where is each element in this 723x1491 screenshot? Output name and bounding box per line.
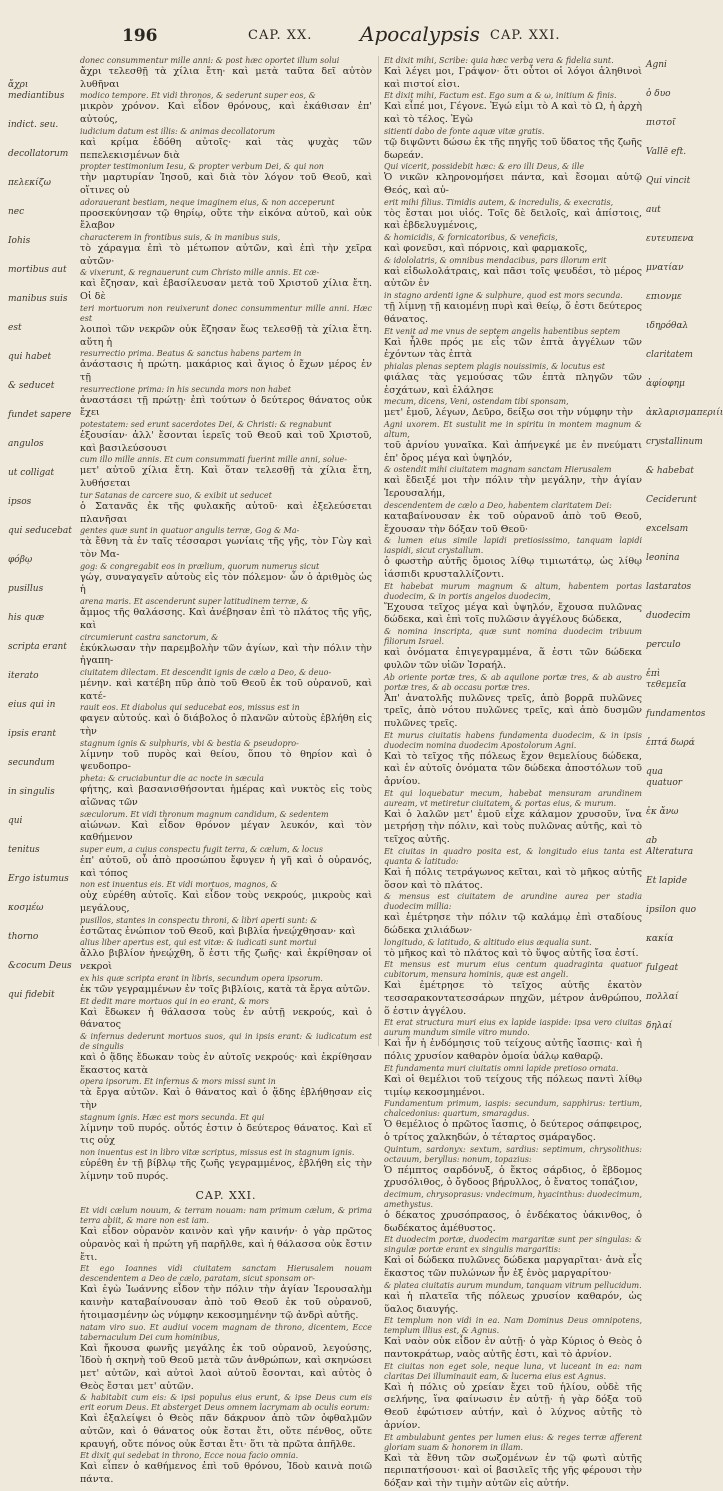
latin-gloss-line: & infernus dederunt mortuos suos, qui in ipsis erant: & iudicatum est de singulis [80, 1031, 372, 1051]
greek-text-line: καὶ εἰδωλολάτραις, καὶ πᾶσι τοῖς ψευδέσι, τὸ μέρος αὐτῶν ἐν [384, 265, 642, 290]
latin-gloss-line: potestatem: sed erunt sacerdotes Dei, & Christi: & regnabunt [80, 420, 332, 430]
latin-gloss-line: circumierunt castra sanctorum, & [80, 632, 219, 642]
greek-text-line: λίμνην τοῦ πυρὸς καὶ θείου, ὅπου τὸ θηρίον καὶ ὁ ψευδοπρο- [80, 748, 372, 773]
greek-text-line: Καὶ ὁ λαλῶν μετ' ἐμοῦ εἶχε κάλαμον χρυσοῦν, ἵνα μετρήσῃ τὴν πόλιν, καὶ τοὺς πυλῶνας αὐτῆς, καὶ τὸ τεῖχος αὐτῆς. [384, 808, 642, 846]
latin-gloss-line: ex his quæ scripta erant in libris, secundum opera ipsorum. [80, 973, 323, 983]
margin-note: κακία [646, 934, 674, 944]
greek-text-line: Καὶ ἐγὼ Ἰωάννης εἶδον τὴν πόλιν τὴν ἁγίαν Ἱερουσαλὴμ καινὴν καταβαίνουσαν ἀπὸ τοῦ Θεοῦ ἐκ τοῦ οὐρανοῦ, ἡτοιμασμένην ὡς νύμφην κεκοσμημένην τῷ ἀνδρὶ αὐτῆς. [80, 1284, 372, 1321]
greek-text-line: Καὶ λέγει μοι, Γράψον· ὅτι οὗτοι οἱ λόγοι ἀληθινοὶ καὶ πιστοί εἰσι. [384, 66, 642, 90]
margin-note: thorno [8, 932, 39, 942]
latin-gloss-line: Et vidi cælum nouum, & terram nouam: nam primum cælum, & prima terra abiit, & mare non est iam. [80, 1206, 372, 1226]
latin-gloss-line: Et ciuitas in quadro posita est, & longitudo eius tanta est quanta & latitudo: [384, 846, 642, 866]
margin-note: tenitus [8, 845, 40, 855]
latin-gloss-line: Et dixit mihi, Scribe: quia hæc verba vera & fidelia sunt. [384, 56, 614, 65]
chapter-heading-right: CAP. XXI. [490, 28, 561, 43]
latin-gloss-line: & platea ciuitatis aurum mundum, tanquam vitrum pellucidum. [384, 1280, 642, 1290]
margin-note: Iohis [8, 236, 31, 246]
margin-note: ipsos [8, 497, 32, 507]
margin-note: ἀφίοφημ [646, 379, 685, 389]
margin-note: eius qui in [8, 700, 56, 710]
margin-note: μνατίαν [646, 263, 684, 273]
page-header [0, 22, 700, 56]
greek-text-line: τὸς ἔσται μοι υἱός. Τοῖς δὲ δειλοῖς, καὶ ἀπίστοις, καὶ ἐβδελυγμένοις, [384, 207, 642, 232]
margin-note: φόβῳ [8, 555, 33, 565]
latin-gloss-line: Et dixit qui sedebat in throno, Ecce noua facio omnia. [80, 1451, 299, 1461]
greek-text-line: μικρὸν χρόνον. Καὶ εἶδον θρόνους, καὶ ἐκάθισαν ἐπ' αὐτούς, [80, 101, 372, 126]
greek-text-line: καὶ ὁ ᾅδης ἔδωκαν τοὺς ἐν αὐτοῖς νεκρούς· καὶ ἐκρίθησαν ἕκαστος κατὰ [80, 1051, 372, 1076]
latin-gloss-line: & lumen eius simile lapidi pretiosissimo, tanquam lapidi iaspidi, sicut crystallum. [384, 536, 642, 556]
margin-note: scripta erant [8, 642, 67, 652]
margin-note: secundum [8, 758, 55, 768]
margin-note: fulgeat [646, 963, 679, 973]
margin-note: ὁ δυο [646, 89, 671, 99]
latin-gloss-line: propter testimonium Iesu, & propter verbum Dei, & qui non [80, 162, 324, 172]
greek-text-line: ὁ φωστὴρ αὐτῆς ὅμοιος λίθῳ τιμιωτάτῳ, ὡς λίθῳ ἰάσπιδι κρυσταλλίζοντι. [384, 556, 642, 580]
greek-text-line: Καὶ ἦλθε πρός με εἷς τῶν ἑπτὰ ἀγγέλων τῶν ἐχόντων τὰς ἑπτὰ [384, 336, 642, 361]
latin-gloss-line: & ostendit mihi ciuitatem magnam sanctam Hierusalem [384, 465, 612, 475]
margin-note: ipsis erant [8, 729, 57, 739]
greek-text-line: Καὶ οἱ δώδεκα πυλῶνες δώδεκα μαργαρῖται· ἀνὰ εἷς ἕκαστος τῶν πυλώνων ἦν ἐξ ἑνὸς μαργαρίτου· [384, 1255, 642, 1280]
greek-text-line: ἄμμος τῆς θαλάσσης. Καὶ ἀνέβησαν ἐπὶ τὸ πλάτος τῆς γῆς, καὶ [80, 607, 372, 631]
margin-note: qua quatuor [646, 767, 683, 788]
latin-gloss-line: stagnum ignis & sulphuris, vbi & bestia & pseudopro- [80, 738, 299, 748]
latin-gloss-line: Et ciuitas non eget sole, neque luna, vt luceant in ea: nam claritas Dei illuminauit eam, & lucerna eius est Agnus. [384, 1361, 642, 1381]
margin-note: επιονμε [646, 292, 682, 302]
margin-note: Ceciderunt [646, 495, 697, 505]
greek-text-line: μένην. καὶ κατέβη πῦρ ἀπὸ τοῦ Θεοῦ ἐκ τοῦ οὐρανοῦ, καὶ κατέ- [80, 677, 372, 702]
greek-text-line: καταβαίνουσαν ἐκ τοῦ οὐρανοῦ ἀπὸ τοῦ Θεοῦ, ἔχουσαν τὴν δόξαν τοῦ Θεοῦ· [384, 510, 642, 535]
greek-text-line: καὶ ἐμέτρησε τὴν πόλιν τῷ καλάμῳ ἐπὶ σταδίους δώδεκα χιλιάδων· [384, 912, 642, 936]
latin-gloss-line: decimum, chrysoprasus: vndecimum, hyacinthus: duodecimum, amethystus. [384, 1190, 642, 1210]
chapter-heading-left: CAP. XX. [248, 28, 313, 43]
margin-note: κοσμέω [8, 903, 44, 913]
margin-note: qui [8, 816, 23, 826]
latin-gloss-line: rauit eos. Et diabolus qui seducebat eos, missus est in [80, 703, 300, 713]
greek-text-line: αἰώνων. Καὶ εἶδον θρόνον μέγαν λευκόν, καὶ τὸν καθήμενον [80, 819, 372, 844]
margin-note: & seducet [8, 381, 55, 391]
latin-gloss-line: Quintum, sardonyx: sextum, sardius: septimum, chrysolithus: octauum, beryllus: nonum, topazius: [384, 1144, 642, 1164]
margin-note: ut colligat [8, 468, 55, 478]
latin-gloss-line: sæculorum. Et vidi thronum magnum candidum, & sedentem [80, 809, 329, 819]
greek-text-line: Καὶ ἡ πόλις τετράγωνος κεῖται, καὶ τὸ μῆκος αὐτῆς ὅσον καὶ τὸ πλάτος. [384, 866, 642, 891]
greek-text-line: ἀναστάσει τῇ πρώτῃ· ἐπὶ τούτων ὁ δεύτερος θάνατος οὐκ ἔχει [80, 394, 372, 419]
latin-gloss-line: Et murus ciuitatis habens fundamenta duodecim, & in ipsis duodecim nomina duodecim Apostolorum Agni. [384, 730, 642, 750]
greek-text-line: Καὶ οἱ θεμέλιοι τοῦ τείχους τῆς πόλεως παντὶ λίθῳ τιμίῳ κεκοσμημένοι. [384, 1073, 642, 1098]
latin-gloss-line: Et ego Ioannes vidi ciuitatem sanctam Hierusalem nouam descendentem a Deo de cælo, paratam, sicut sponsam or- [80, 1264, 372, 1284]
margin-note: δηλαί [646, 1021, 673, 1031]
greek-text-line: τὰ ἔργα αὐτῶν. Καὶ ὁ θάνατος καὶ ὁ ᾅδης ἐβλήθησαν εἰς τὴν [80, 1087, 372, 1112]
latin-gloss-line: ciuitatem dilectam. Et descendit ignis de cælo a Deo, & deuo- [80, 667, 332, 677]
latin-gloss-line: pheta: & cruciabuntur die ac nocte in sæcula [80, 774, 264, 784]
margin-note: ἑπτά δωρά [646, 738, 695, 748]
greek-text-line: τοῦ ἀρνίου γυναῖκα. Καὶ ἀπήνεγκέ με ἐν πνεύματι ἐπ' ὄρος μέγα καὶ ὑψηλόν, [384, 440, 642, 464]
margin-note: Vallē eft. [646, 147, 687, 157]
greek-text-line: Ὁ θεμέλιος ὁ πρῶτος ἴασπις, ὁ δεύτερος σάπφειρος, ὁ τρίτος χαλκηδών, ὁ τέταρτος σμάραγδος. [384, 1119, 642, 1143]
latin-gloss-line: super eum, a cuius conspectu fugit terra, & cælum, & locus [80, 844, 323, 854]
margin-note: Qui vincit [646, 176, 691, 186]
latin-gloss-line: & vixerunt, & regnauerunt cum Christo mille annis. Et cæ- [80, 268, 320, 278]
greek-text-line: Καὶ εἶπέ μοι, Γέγονε. Ἐγώ εἰμι τὸ Α καὶ τὸ Ω, ἡ ἀρχὴ καὶ τὸ τέλος. Ἐγὼ [384, 101, 642, 126]
latin-gloss-line: Et mensus est murum eius centum quadraginta quatuor cubitorum, mensura hominis, quæ est angeli. [384, 960, 642, 980]
margin-note: crystallinum [646, 437, 703, 447]
greek-text-line: καὶ κρίμα ἐδόθη αὐτοῖς· καὶ τὰς ψυχὰς τῶν πεπελεκισμένων διὰ [80, 136, 372, 161]
latin-gloss-line: iudicium datum est illis: & animas decollatorum [80, 126, 276, 136]
greek-text-line: τῇ λίμνῃ τῇ καιομένῃ πυρὶ καὶ θείῳ, ὅ ἐστι δεύτερος θάνατος. [384, 301, 642, 325]
margin-note: iterato [8, 671, 39, 681]
greek-text-line: Καὶ τὰ ἔθνη τῶν σωζομένων ἐν τῷ φωτὶ αὐτῆς περιπατήσουσι· καὶ οἱ βασιλεῖς τῆς γῆς φέρουσι τὴν δόξαν καὶ τὴν τιμὴν αὐτῶν εἰς αὐτήν. [384, 1452, 642, 1489]
latin-gloss-line: Et dixit mihi, Factum est. Ego sum α & ω, initium & finis. [384, 91, 617, 101]
latin-gloss-line: resurrectione prima: in his secunda mors non habet [80, 384, 291, 394]
margin-note: pusillus [8, 584, 44, 594]
greek-text-line: ἐκ τῶν γεγραμμένων ἐν τοῖς βιβλίοις, κατὰ τὰ ἔργα αὐτῶν. [80, 983, 371, 995]
greek-text-line: Καὶ εἶδον οὐρανὸν καινὸν καὶ γῆν καινήν· ὁ γὰρ πρῶτος οὐρανὸς καὶ ἡ πρώτη γῆ παρῆλθε, καὶ ἡ θάλασσα οὐκ ἔστιν ἔτι. [80, 1226, 372, 1263]
greek-text-line: ἄλλο βιβλίον ἠνεῴχθη, ὅ ἐστι τῆς ζωῆς· καὶ ἐκρίθησαν οἱ νεκροὶ [80, 948, 372, 973]
greek-text-line: Ἔχουσα τεῖχος μέγα καὶ ὑψηλόν, ἔχουσα πυλῶνας δώδεκα, καὶ ἐπὶ τοῖς πυλῶσιν ἀγγέλους δώδεκα, [384, 601, 642, 626]
greek-text-line: μετ' ἐμοῦ, λέγων, Δεῦρο, δείξω σοι τὴν νύμφην τὴν [384, 407, 633, 419]
latin-gloss-line: Fundamentum primum, iaspis: secundum, sapphirus: tertium, chalcedonius: quartum, smaragdus. [384, 1099, 642, 1119]
greek-text-line: ἑστῶτας ἐνώπιον τοῦ Θεοῦ, καὶ βιβλία ἠνεῴχθησαν· καὶ [80, 925, 356, 937]
latin-gloss-line: Agni uxorem. Et sustulit me in spiritu in montem magnum & altum, [384, 420, 642, 440]
latin-gloss-line: longitudo, & latitudo, & altitudo eius æqualia sunt. [384, 937, 592, 947]
latin-gloss-line: descendentem de cælo a Deo, habentem claritatem Dei: [384, 500, 612, 510]
latin-gloss-line: characterem in frontibus suis, & in manibus suis, [80, 233, 281, 243]
margin-note: Agni [646, 60, 667, 70]
latin-gloss-line: phialas plenas septem plagis nouissimis, & locutus est [384, 361, 605, 371]
margin-note: perculo [646, 640, 681, 650]
margin-note: fundet sapere [8, 410, 72, 420]
margin-note: πελεκίζω [8, 178, 51, 188]
margin-note: ευτευπενα [646, 234, 694, 244]
margin-note: ιδηρόθαλ [646, 321, 689, 331]
greek-text-line: τὴν μαρτυρίαν Ἰησοῦ, καὶ διὰ τὸν λόγον τοῦ Θεοῦ, καὶ οἵτινες οὐ [80, 172, 372, 196]
latin-gloss-line: & homicidis, & fornicatoribus, & veneficis, [384, 233, 558, 243]
latin-gloss-line: Et ambulabunt gentes per lumen eius: & reges terræ afferent gloriam suam & honorem in illam. [384, 1432, 642, 1452]
margin-note: Et lapide [646, 876, 688, 886]
margin-note: &cocum Deus [8, 961, 72, 971]
latin-gloss-line: Et fundamenta muri ciuitatis omni lapide pretioso ornata. [384, 1063, 619, 1073]
latin-gloss-line: gentes quæ sunt in quatuor angulis terræ, Gog & Ma- [80, 526, 300, 536]
latin-gloss-line: Et qui loquebatur mecum, habebat mensuram arundinem auream, vt metiretur ciuitatem, & portas eius, & murum. [384, 788, 642, 808]
greek-text-line: ἀνάστασις ἡ πρώτη. μακάριος καὶ ἅγιος ὁ ἔχων μέρος ἐν τῇ [80, 359, 372, 383]
greek-text-line: τὰ ἔθνη τὰ ἐν ταῖς τέσσαρσι γωνίαις τῆς γῆς, τὸν Γὼγ καὶ τὸν Μα- [80, 536, 372, 560]
margin-note: est [8, 323, 22, 333]
greek-text-line: προσεκύνησαν τῷ θηρίῳ, οὔτε τὴν εἰκόνα αὐτοῦ, καὶ οὐκ ἔλαβον [80, 207, 372, 232]
latin-gloss-line: cum illo mille annis. Et cum consummati fuerint mille anni, solue- [80, 455, 347, 465]
latin-gloss-line: Qui vicerit, possidebit hæc: & ero illi Deus, & ille [384, 162, 585, 172]
margin-note: qui habet [8, 352, 52, 362]
page-number: 196 [122, 26, 158, 46]
greek-text-line: ὁ Σατανᾶς ἐκ τῆς φυλακῆς αὐτοῦ· καὶ ἐξελεύσεται πλανῆσαι [80, 500, 372, 525]
greek-text-line: ἐξουσίαν· ἀλλ' ἔσονται ἱερεῖς τοῦ Θεοῦ καὶ τοῦ Χριστοῦ, καὶ βασιλεύσουσι [80, 430, 372, 454]
greek-text-line: εὑρέθη ἐν τῇ βίβλῳ τῆς ζωῆς γεγραμμένος, ἐβλήθη εἰς τὴν λίμνην τοῦ πυρός. [80, 1158, 372, 1182]
greek-text-line: καὶ ἡ πλατεῖα τῆς πόλεως χρυσίον καθαρόν, ὡς ὕαλος διαυγής. [384, 1290, 642, 1315]
latin-gloss-line: stagnum ignis. Hæc est mors secunda. Et qui [80, 1112, 265, 1122]
margin-note: mortibus aut [8, 265, 67, 275]
latin-gloss-line: gog: & congregabit eos in prælium, quorum numerus sicut [80, 561, 320, 571]
margin-note: & habebat [646, 466, 694, 476]
greek-text-line: λοιποὶ τῶν νεκρῶν οὐκ ἔζησαν ἕως τελεσθῇ τὰ χίλια ἔτη. αὕτη ἡ [80, 323, 372, 348]
greek-text-line: λίμνην τοῦ πυρός. οὗτός ἐστιν ὁ δεύτερος θάνατος. Καὶ εἴ τις οὐχ [80, 1122, 372, 1147]
latin-gloss-line: alius liber apertus est, qui est vitæ: & iudicati sunt mortui [80, 938, 317, 948]
margin-note: ἐκ ἄνω [646, 807, 679, 817]
latin-gloss-line: Et dedit mare mortuos qui in eo erant, & mors [80, 996, 269, 1006]
latin-gloss-line: & idololatris, & omnibus mendacibus, pars illorum erit [384, 255, 607, 265]
latin-gloss-line: mecum, dicens, Veni, ostendam tibi sponsam, [384, 397, 569, 407]
chapter-subheading: CAP. XXI. [195, 1188, 257, 1202]
margin-note: indict. seu. [8, 120, 59, 130]
margin-note: manibus suis [8, 294, 68, 304]
margin-note: nec [8, 207, 25, 217]
latin-gloss-line: arena maris. Et ascenderunt super latitudinem terræ, & [80, 597, 309, 607]
margin-note: angulos [8, 439, 44, 449]
margin-note: ab Alteratura [646, 836, 694, 857]
margin-note: decollatorum [8, 149, 69, 159]
greek-text-line: ἐκύκλωσαν τὴν παρεμβολὴν τῶν ἁγίων, καὶ τὴν πόλιν τὴν ἠγαπη- [80, 642, 372, 667]
greek-text-line: τῷ διψῶντι δώσω ἐκ τῆς πηγῆς τοῦ ὕδατος τῆς ζωῆς δωρεάν. [384, 136, 642, 161]
margin-note: qui seducebat [8, 526, 72, 536]
margin-note: ipsilon quo [646, 905, 697, 915]
greek-text-line: Ἀπ' ἀνατολῆς πυλῶνες τρεῖς, ἀπὸ βορρᾶ πυλῶνες τρεῖς, ἀπὸ νότου πυλῶνες τρεῖς, καὶ ἀπὸ δυσμῶν πυλῶνες τρεῖς. [384, 692, 642, 729]
greek-text-line: Ὁ νικῶν κληρονομήσει πάντα, καὶ ἔσομαι αὐτῷ Θεός, καὶ αὐ- [384, 172, 642, 196]
column-divider [378, 56, 379, 1046]
greek-text-line: Καὶ ναὸν οὐκ εἶδον ἐν αὐτῇ· ὁ γὰρ Κύριος ὁ Θεὸς ὁ παντοκράτωρ, ναὸς αὐτῆς ἐστι, καὶ τὸ ἀρνίον. [384, 1336, 642, 1360]
margin-note: ἐπὶ τεθεμεῖα [646, 669, 687, 690]
greek-text-line: τὸ χάραγμα ἐπὶ τὸ μέτωπον αὐτῶν, καὶ ἐπὶ τὴν χεῖρα αὐτῶν· [80, 243, 372, 267]
margin-note: leonina [646, 553, 680, 563]
latin-gloss-line: teri mortuorum non reuixerunt donec consummentur mille anni. Hæc est [80, 303, 372, 323]
latin-gloss-line: donec consummentur mille anni: & post hæc oportet illum solui [80, 56, 340, 65]
latin-gloss-line: adorauerant bestiam, neque imaginem eius, & non acceperunt [80, 197, 335, 207]
margin-note: πιστοῖ [646, 118, 676, 128]
greek-text-line: Καὶ τὸ τεῖχος τῆς πόλεως ἔχον θεμελίους δώδεκα, καὶ ἐν αὐτοῖς ὀνόματα τῶν δώδεκα ἀποστόλων τοῦ ἀρνίου. [384, 750, 642, 788]
latin-gloss-line: Et templum non vidi in ea. Nam Dominus Deus omnipotens, templum illius est, & Agnus. [384, 1316, 642, 1336]
margin-note: Ergo istumus [8, 874, 69, 884]
margin-note: excelsam [646, 524, 689, 534]
latin-gloss-line: Ab oriente portæ tres, & ab aquilone portæ tres, & ab austro portæ tres, & ab occasu portæ tres. [384, 672, 642, 692]
greek-text-line: καὶ ὀνόματα ἐπιγεγραμμένα, ἅ ἐστι τῶν δώδεκα φυλῶν τῶν υἱῶν Ἰσραήλ. [384, 647, 642, 671]
greek-text-line: Καὶ ἐξαλείψει ὁ Θεὸς πᾶν δάκρυον ἀπὸ τῶν ὀφθαλμῶν αὐτῶν, καὶ ὁ θάνατος οὐκ ἔσται ἔτι, οὔτε πένθος, οὔτε κραυγή, οὔτε πόνος οὐκ ἔσται ἔτι· ὅτι τὰ πρῶτα ἀπῆλθε. [80, 1413, 372, 1450]
margin-note: πολλαί [646, 992, 679, 1002]
latin-gloss-line: Et venit ad me vnus de septem angelis habentibus septem [384, 326, 621, 336]
margin-note: ἀκλαρισμαπεριίι [646, 408, 723, 418]
latin-gloss-line: tur Satanas de carcere suo, & exibit ut seducet [80, 490, 272, 500]
greek-text-line: φαγεν αὐτούς. καὶ ὁ διάβολος ὁ πλανῶν αὐτοὺς ἐβλήθη εἰς τὴν [80, 713, 372, 738]
latin-gloss-line: sitienti dabo de fonte aquæ vitæ gratis. [384, 126, 545, 136]
greek-text-line: Καὶ ἐμέτρησε τὸ τεῖχος αὐτῆς ἑκατὸν τεσσαρακοντατεσσάρων πηχῶν, μέτρον ἀνθρώπου, ὅ ἐστιν ἀγγέλου. [384, 980, 642, 1017]
margin-note: ἄχρι mediantibus [8, 80, 65, 101]
latin-gloss-line: in stagno ardenti igne & sulphure, quod est mors secunda. [384, 291, 623, 301]
margin-note: in singulis [8, 787, 55, 797]
latin-gloss-line: modico tempore. Et vidi thronos, & sederunt super eos, & [80, 91, 316, 101]
right-margin-notes [646, 60, 723, 1050]
greek-text-line: Καὶ ἦν ἡ ἐνδόμησις τοῦ τείχους αὐτῆς ἴασπις· καὶ ἡ πόλις χρυσίον καθαρὸν ὁμοία ὑάλῳ καθαρῷ. [384, 1038, 642, 1063]
latin-gloss-line: pusillos, stantes in conspectu throni, & libri aperti sunt: & [80, 915, 318, 925]
greek-text-line: ἄχρι τελεσθῇ τὰ χίλια ἔτη· καὶ μετὰ ταῦτα δεῖ αὐτὸν λυθῆναι [80, 66, 372, 90]
running-title: Apocalypsis [360, 22, 480, 46]
latin-gloss-line: Et habebat murum magnum & altum, habentem portas duodecim, & in portis angelos duodecim, [384, 581, 642, 601]
greek-text-line: Καὶ ἤκουσα φωνῆς μεγάλης ἐκ τοῦ οὐρανοῦ, λεγούσης, Ἰδοὺ ἡ σκηνὴ τοῦ Θεοῦ μετὰ τῶν ἀνθρώπων, καὶ σκηνώσει μετ' αὐτῶν, καὶ αὐτοὶ λαοὶ αὐτοῦ ἔσονται, καὶ αὐτὸς ὁ Θεὸς ἔσται μετ' αὐτῶν. [80, 1342, 372, 1392]
greek-text-line: Καὶ εἶπεν ὁ καθήμενος ἐπὶ τοῦ θρόνου, Ἰδοὺ καινὰ ποιῶ πάντα. [80, 1461, 372, 1486]
latin-gloss-line: & nomina inscripta, quæ sunt nomina duodecim tribuum filiorum Israel. [384, 627, 642, 647]
margin-note: duodecim [646, 611, 691, 621]
margin-note: his quæ [8, 613, 45, 623]
greek-text-line: ὁ δέκατος χρυσόπρασος, ὁ ἑνδέκατος ὑάκινθος, ὁ δωδέκατος ἀμέθυστος. [384, 1210, 642, 1234]
latin-gloss-line: Et duodecim portæ, duodecim margaritæ sunt per singulas: & singulæ portæ erant ex singulis margaritis: [384, 1235, 642, 1255]
greek-text-line: φιάλας τὰς γεμούσας τῶν ἑπτὰ πληγῶν τῶν ἐσχάτων, καὶ ἐλάλησε [384, 371, 642, 396]
margin-note: fundamentos [646, 709, 706, 719]
margin-note: lastaratos [646, 582, 692, 592]
greek-text-line: Καὶ ἔδωκεν ἡ θάλασσα τοὺς ἐν αὐτῇ νεκρούς, καὶ ὁ θάνατος [80, 1006, 372, 1031]
latin-gloss-line: resurrectio prima. Beatus & sanctus habens partem in [80, 349, 302, 359]
greek-text-line: οὐχ εὑρέθη αὐτοῖς. Καὶ εἶδον τοὺς νεκρούς, μικροὺς καὶ μεγάλους, [80, 890, 372, 915]
latin-gloss-line: natam viro suo. Et audiui vocem magnam de throno, dicentem, Ecce tabernaculum Dei cum hominibus, [80, 1322, 372, 1342]
margin-note: qui fidebit [8, 990, 55, 1000]
latin-gloss-line: & habitabit cum eis: & ipsi populus eius erunt, & ipse Deus cum eis erit eorum Deus. Et absterget Deus omnem lacrymam ab oculis eorum: [80, 1393, 372, 1413]
latin-gloss-line: & mensus est ciuitatem de arundine aurea per stadia duodecim millia: [384, 892, 642, 912]
latin-gloss-line: opera ipsorum. Et infernus & mors missi sunt in [80, 1077, 276, 1087]
greek-text-line: ἐπ' αὐτοῦ, οὗ ἀπὸ προσώπου ἔφυγεν ἡ γῆ καὶ ὁ οὐρανός, καὶ τόπος [80, 854, 372, 879]
greek-text-line: γώγ, συναγαγεῖν αὐτοὺς εἰς τὸν πόλεμον· ὧν ὁ ἀριθμὸς ὡς ἡ [80, 571, 372, 596]
greek-text-line: Ὁ πέμπτος σαρδόνυξ, ὁ ἕκτος σάρδιος, ὁ ἕβδομος χρυσόλιθος, ὁ ὄγδοος βήρυλλος, ὁ ἔνατος τοπάζιον, [384, 1164, 642, 1189]
margin-note: aut [646, 205, 661, 215]
greek-text-line: καὶ ἔζησαν, καὶ ἐβασίλευσαν μετὰ τοῦ Χριστοῦ χίλια ἔτη. Οἱ δὲ [80, 278, 372, 303]
greek-text-line: μετ' αὐτοῦ χίλια ἔτη. Καὶ ὅταν τελεσθῇ τὰ χίλια ἔτη, λυθήσεται [80, 465, 372, 490]
left-text-column [80, 56, 372, 1487]
greek-text-line: καὶ ἔδειξέ μοι τὴν πόλιν τὴν μεγάλην, τὴν ἁγίαν Ἱερουσαλήμ, [384, 475, 642, 500]
greek-text-line: καὶ φονεῦσι, καὶ πόρνοις, καὶ φαρμακοῖς, [384, 243, 588, 255]
latin-gloss-line: Et erat structura muri eius ex lapide iaspide: ipsa vero ciuitas aurum mundum simile vitro mundo. [384, 1018, 642, 1038]
latin-gloss-line: erit mihi filius. Timidis autem, & incredulis, & execratis, [384, 197, 614, 207]
greek-text-line: τὸ μῆκος καὶ τὸ πλάτος καὶ τὸ ὕψος αὐτῆς ἴσα ἐστί. [384, 947, 639, 959]
right-text-column [384, 56, 642, 1491]
latin-gloss-line: non inuentus est in libro vitæ scriptus, missus est in stagnum ignis. [80, 1148, 355, 1158]
latin-gloss-line: non est inuentus eis. Et vidi mortuos, magnos, & [80, 880, 278, 890]
left-margin-notes [8, 80, 76, 1019]
greek-text-line: φήτης, καὶ βασανισθήσονται ἡμέρας καὶ νυκτὸς εἰς τοὺς αἰῶνας τῶν [80, 784, 372, 808]
margin-note: claritatem [646, 350, 693, 360]
greek-text-line: Καὶ ἡ πόλις οὐ χρείαν ἔχει τοῦ ἡλίου, οὐδὲ τῆς σελήνης, ἵνα φαίνωσιν ἐν αὐτῇ· ἡ γὰρ δόξα τοῦ Θεοῦ ἐφώτισεν αὐτήν, καὶ ὁ λύχνος αὐτῆς τὸ ἀρνίον. [384, 1381, 642, 1431]
